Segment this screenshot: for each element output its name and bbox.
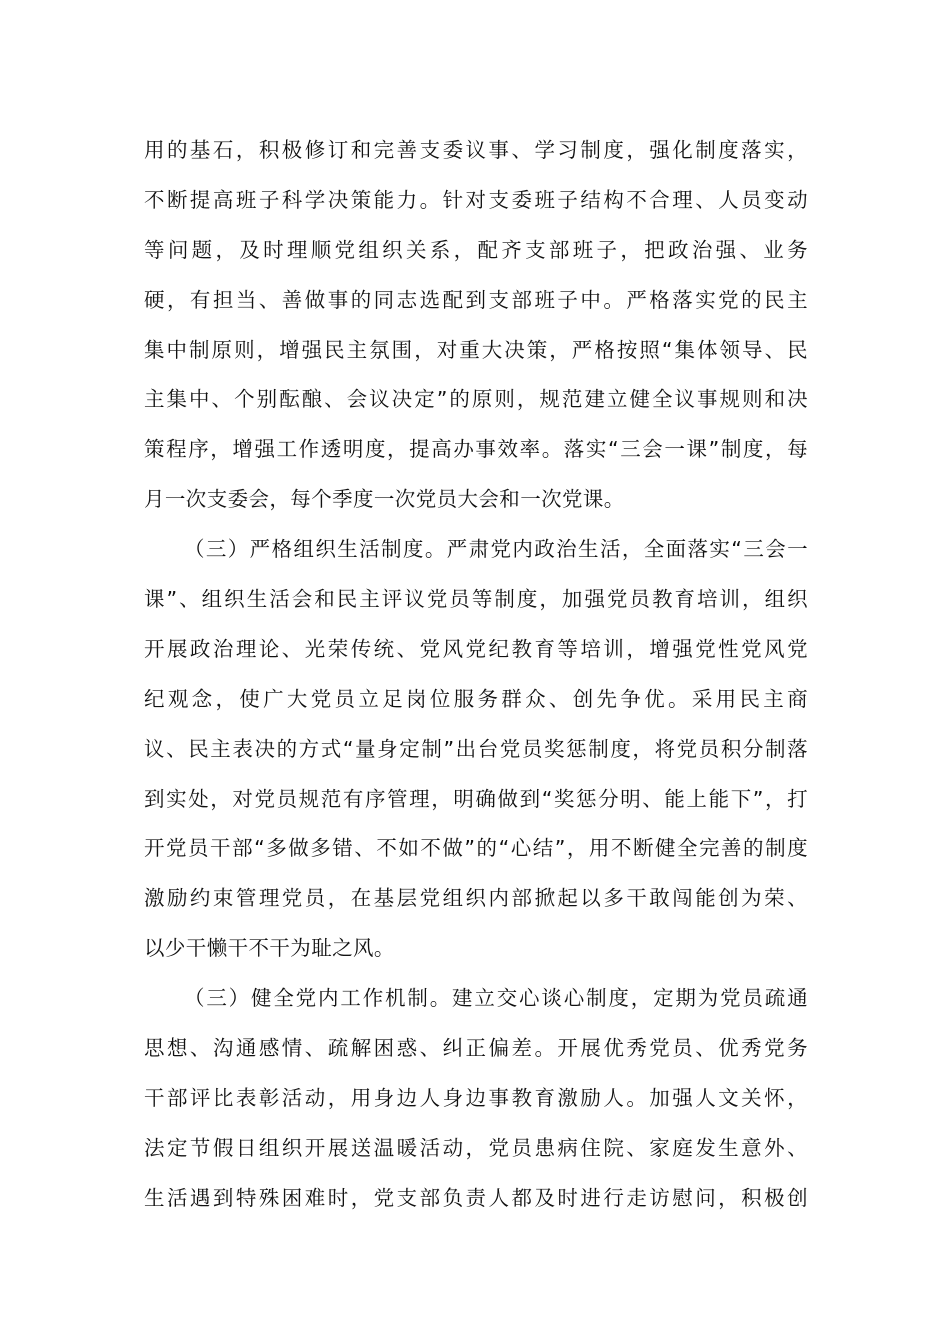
text-line: 干部评比表彰活动，用身边人身边事教育激励人。加强人文关怀， [144,1085,808,1110]
text-line: 法定节假日组织开展送温暖活动，党员患病住院、家庭发生意外、 [144,1135,808,1160]
text-line: （三）严格组织生活制度。严肃党内政治生活，全面落实“三会一 [184,537,808,562]
paragraph-3 [144,974,808,1223]
text-line: （三）健全党内工作机制。建立交心谈心制度，定期为党员疏通 [184,986,808,1011]
text-line: 等问题，及时理顺党组织关系，配齐支部班子，把政治强、业务 [144,237,808,262]
text-line: 生活遇到特殊困难时，党支部负责人都及时进行走访慰问，积极创 [144,1185,808,1210]
text-line: 激励约束管理党员，在基层党组织内部掀起以多干敢闯能创为荣、 [144,886,808,911]
text-line: 课”、组织生活会和民主评议党员等制度，加强党员教育培训，组织 [144,587,808,612]
text-line: 开展政治理论、光荣传统、党风党纪教育等培训，增强党性党风党 [144,636,808,661]
text-line: 月一次支委会，每个季度一次党员大会和一次党课。 [144,487,625,512]
paragraph-1 [144,126,808,525]
text-line: 主集中、个别酝酿、会议决定”的原则，规范建立健全议事规则和决 [144,387,808,412]
document-body [144,126,808,1224]
text-line: 硬，有担当、善做事的同志选配到支部班子中。严格落实党的民主 [144,287,808,312]
text-line: 到实处，对党员规范有序管理，明确做到“奖惩分明、能上能下”，打 [144,786,808,811]
text-line: 以少干懒干不干为耻之风。 [144,936,395,961]
text-line: 策程序，增强工作透明度，提高办事效率。落实“三会一课”制度，每 [144,437,808,462]
text-line: 思想、沟通感情、疏解困惑、纠正偏差。开展优秀党员、优秀党务 [144,1036,808,1061]
text-line: 纪观念，使广大党员立足岗位服务群众、创先争优。采用民主商 [144,686,808,711]
text-line: 集中制原则，增强民主氛围，对重大决策，严格按照“集体领导、民 [144,337,808,362]
text-line: 开党员干部“多做多错、不如不做”的“心结”，用不断健全完善的制度 [144,836,808,861]
text-line: 议、民主表决的方式“量身定制”出台党员奖惩制度，将党员积分制落 [144,736,808,761]
paragraph-2 [144,525,808,974]
text-line: 不断提高班子科学决策能力。针对支委班子结构不合理、人员变动 [144,187,808,212]
text-line: 用的基石，积极修订和完善支委议事、学习制度，强化制度落实， [144,138,808,162]
